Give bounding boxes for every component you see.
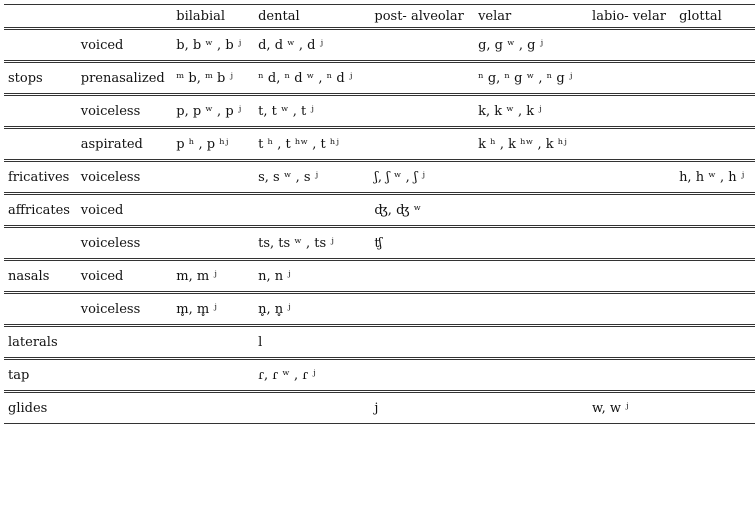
phoneme-cell: g, g ʷ , g ʲ [472,29,586,62]
phoneme-cell: l [252,326,368,359]
phoneme-cell: h, h ʷ , h ʲ [673,161,755,194]
phoneme-cell [673,260,755,293]
phoneme-cell: m, m ʲ [170,260,252,293]
phoneme-cell [586,128,673,161]
manner-cell [4,128,75,161]
phoneme-cell [472,392,586,424]
phoneme-cell [472,227,586,260]
phoneme-cell: m̥, m̥ ʲ [170,293,252,326]
table-row [4,62,755,95]
table-row [4,359,755,392]
phoneme-cell: t ʰ , t ʰʷ , t ʰʲ [252,128,368,161]
phoneme-cell: ⁿ g, ⁿ g ʷ , ⁿ g ʲ [472,62,586,95]
phoneme-cell [170,161,252,194]
manner-cell [4,95,75,128]
voicing-cell: voiceless [75,161,171,194]
phoneme-cell: ʧ [368,227,472,260]
phoneme-cell [472,359,586,392]
phoneme-cell [170,359,252,392]
phoneme-cell: d, d ʷ , d ʲ [252,29,368,62]
phoneme-cell [586,62,673,95]
phoneme-cell: b, b ʷ , b ʲ [170,29,252,62]
voicing-cell: aspirated [75,128,171,161]
table-row [4,194,755,227]
phoneme-cell [170,326,252,359]
header-row [4,5,755,29]
table-row [4,95,755,128]
phoneme-cell [252,194,368,227]
phoneme-cell: n, n ʲ [252,260,368,293]
consonant-table [4,4,755,424]
table-row [4,326,755,359]
phoneme-cell [368,95,472,128]
table-row [4,29,755,62]
manner-cell [4,29,75,62]
phoneme-cell [673,293,755,326]
phoneme-cell [472,293,586,326]
phoneme-cell: t, t ʷ , t ʲ [252,95,368,128]
phoneme-cell: ʃ, ʃ ʷ , ʃ ʲ [368,161,472,194]
phoneme-cell [252,392,368,424]
phoneme-cell: ⁿ d, ⁿ d ʷ , ⁿ d ʲ [252,62,368,95]
phoneme-cell: ᵐ b, ᵐ b ʲ [170,62,252,95]
voicing-cell: voiceless [75,95,171,128]
phoneme-cell [368,359,472,392]
voicing-cell [75,392,171,424]
table-row [4,392,755,424]
phoneme-cell [472,260,586,293]
voicing-cell: voiceless [75,293,171,326]
phoneme-cell: j [368,392,472,424]
phoneme-cell: k, k ʷ , k ʲ [472,95,586,128]
phoneme-cell [586,260,673,293]
voicing-cell: voiced [75,29,171,62]
header-cell: glottal [673,5,755,29]
phoneme-cell: ts, ts ʷ , ts ʲ [252,227,368,260]
manner-cell: fricatives [4,161,75,194]
phoneme-cell [368,326,472,359]
voicing-cell: voiceless [75,227,171,260]
header-cell: bilabial [170,5,252,29]
phoneme-cell: s, s ʷ , s ʲ [252,161,368,194]
phoneme-cell [673,392,755,424]
phoneme-cell: w, w ʲ [586,392,673,424]
phoneme-cell [673,227,755,260]
phoneme-cell [368,29,472,62]
phoneme-cell [673,326,755,359]
phoneme-cell [586,359,673,392]
phoneme-cell [368,293,472,326]
phoneme-cell [586,194,673,227]
manner-cell: laterals [4,326,75,359]
manner-cell [4,293,75,326]
header-cell: dental [252,5,368,29]
manner-cell [4,227,75,260]
table-row [4,293,755,326]
table-row [4,161,755,194]
phoneme-cell [673,194,755,227]
header-cell: velar [472,5,586,29]
manner-cell: stops [4,62,75,95]
phoneme-cell: n̥, n̥ ʲ [252,293,368,326]
phoneme-cell [368,260,472,293]
phoneme-cell [368,62,472,95]
phoneme-cell: ʤ, ʤ ʷ [368,194,472,227]
phoneme-cell: ɾ, ɾ ʷ , ɾ ʲ [252,359,368,392]
phoneme-cell [673,29,755,62]
manner-cell: nasals [4,260,75,293]
voicing-cell [75,359,171,392]
phoneme-cell [586,95,673,128]
phoneme-cell [472,194,586,227]
manner-cell: tap [4,359,75,392]
phoneme-cell: k ʰ , k ʰʷ , k ʰʲ [472,128,586,161]
phoneme-cell [586,29,673,62]
voicing-cell [75,326,171,359]
header-cell [4,5,75,29]
phoneme-cell [673,359,755,392]
phoneme-cell [472,161,586,194]
voicing-cell: voiced [75,194,171,227]
phoneme-cell [673,62,755,95]
phoneme-cell [586,326,673,359]
header-cell: labio- velar [586,5,673,29]
manner-cell: glides [4,392,75,424]
phoneme-cell [673,128,755,161]
table-row [4,260,755,293]
voicing-cell: voiced [75,260,171,293]
table-row [4,227,755,260]
phoneme-cell [170,227,252,260]
phoneme-cell: p, p ʷ , p ʲ [170,95,252,128]
phoneme-cell [170,194,252,227]
phoneme-cell [586,227,673,260]
phoneme-cell [586,293,673,326]
header-cell: post- alveolar [368,5,472,29]
phoneme-cell [472,326,586,359]
phoneme-cell [586,161,673,194]
phoneme-cell [368,128,472,161]
phoneme-cell [170,392,252,424]
manner-cell: affricates [4,194,75,227]
table-row [4,128,755,161]
voicing-cell: prenasalized [75,62,171,95]
phoneme-cell [673,95,755,128]
header-cell [75,5,171,29]
phoneme-cell: p ʰ , p ʰʲ [170,128,252,161]
